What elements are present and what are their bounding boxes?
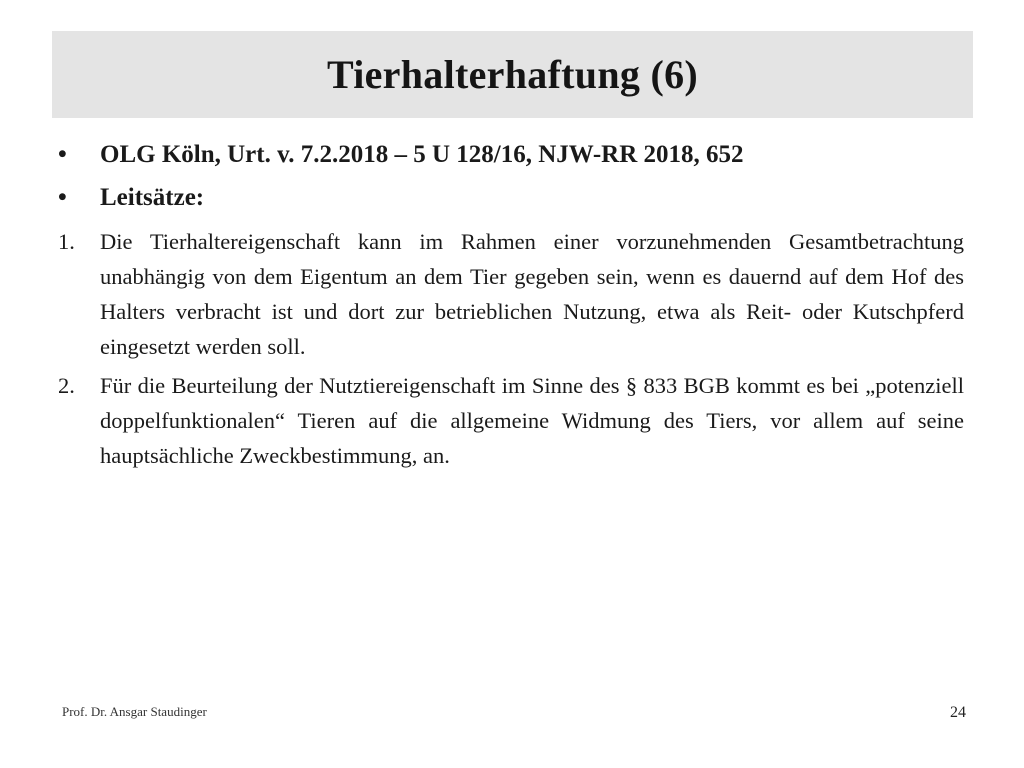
footer-author: Prof. Dr. Ansgar Staudinger bbox=[62, 704, 207, 719]
leitsaetze-heading: Leitsätze: bbox=[100, 184, 205, 211]
list-item-text: Die Tierhaltereigenschaft kann im Rahmen einer vorzunehmenden Gesamtbetrachtung unabhängig von dem Eigentum an dem Tier gegeben sein, wenn es dauernd auf dem Hof des Halters verbracht ist und dort zur betrieblichen Nutzung, etwa als Reit- oder Kutschpferd eingesetzt werden soll. bbox=[100, 229, 964, 359]
list-number: 1. bbox=[58, 229, 75, 254]
title-bar bbox=[52, 31, 973, 118]
citation-text: OLG Köln, Urt. v. 7.2.2018 – 5 U 128/16, NJW-RR 2018, 652 bbox=[100, 141, 744, 168]
numbered-list bbox=[58, 224, 964, 473]
list-item bbox=[58, 224, 964, 364]
list-item-text: Für die Beurteilung der Nutztiereigenschaft im Sinne des § 833 BGB kommt es bei „potenziell doppelfunktionalen“ Tieren auf die allgemeine Widmung des Tiers, vor allem auf seine hauptsächliche Zweckbestimmung, an. bbox=[100, 373, 964, 468]
bullet-citation bbox=[58, 138, 964, 171]
bullet-icon: • bbox=[58, 141, 67, 168]
slide-content bbox=[58, 138, 964, 477]
list-item bbox=[58, 368, 964, 473]
page-number: 24 bbox=[950, 704, 966, 721]
list-number: 2. bbox=[58, 373, 75, 398]
bullet-leitsaetze bbox=[58, 181, 964, 214]
bullet-icon: • bbox=[58, 184, 67, 211]
slide-title: Tierhalterhaftung (6) bbox=[326, 52, 699, 97]
